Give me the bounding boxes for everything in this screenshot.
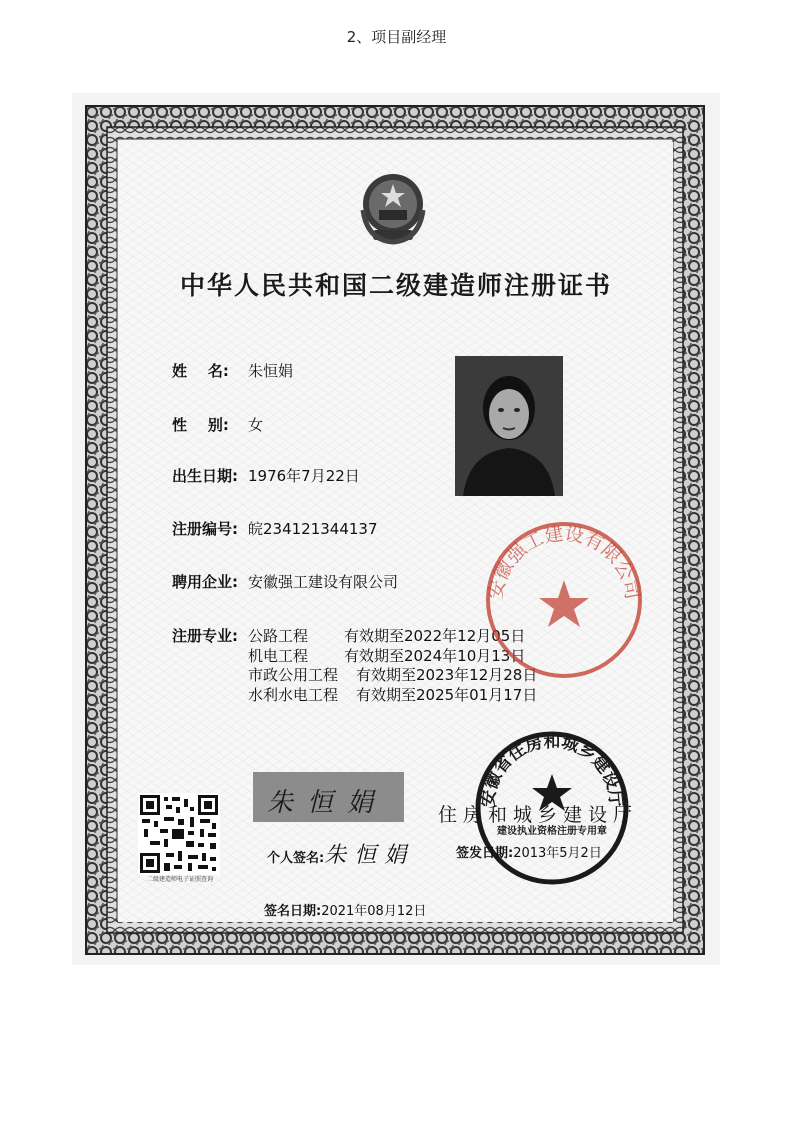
- employer-row: [172, 571, 398, 592]
- issue-date-row: [456, 842, 602, 861]
- birth-date-value: 1976年7月22日: [248, 467, 360, 485]
- name-row: [172, 360, 293, 381]
- birth-date-label: 出生日期:: [172, 467, 238, 485]
- specialty-name: 市政公用工程: [248, 666, 339, 684]
- gender-label: 性 别:: [172, 416, 229, 434]
- specialty-item: [248, 664, 538, 685]
- sign-date-row: [264, 900, 426, 919]
- name-label: 姓 名:: [172, 362, 229, 380]
- specialty-name: 公路工程: [248, 627, 309, 645]
- specialty-validity: 有效期至2025年01月17日: [356, 686, 538, 704]
- issue-date-label: 签发日期:: [456, 846, 514, 861]
- specialty-item: [248, 625, 526, 646]
- specialty-label: 注册专业:: [172, 627, 238, 645]
- svg-text:建设执业资格注册专用章: 建设执业资格注册专用章: [497, 826, 607, 837]
- specialty-validity: 有效期至2022年12月05日: [344, 627, 526, 645]
- personal-signature-label: 个人签名:: [267, 851, 325, 866]
- svg-text:安徽强工建设有限公司: 安徽强工建设有限公司: [484, 522, 644, 602]
- specialty-item: [248, 684, 538, 705]
- employer-value: 安徽强工建设有限公司: [248, 573, 399, 591]
- certificate-title: 中华人民共和国二级建造师注册证书: [179, 271, 612, 300]
- svg-text:安徽省住房和城乡建设厅: 安徽省住房和城乡建设厅: [478, 731, 626, 808]
- specialty-item: [248, 645, 526, 666]
- specialty-validity: 有效期至2023年12月28日: [356, 666, 538, 684]
- signature-box: [253, 772, 404, 822]
- specialty-validity: 有效期至2024年10月13日: [344, 647, 526, 665]
- specialty-name: 水利水电工程: [248, 686, 339, 704]
- sign-date-value: 2021年08月12日: [321, 904, 427, 919]
- employer-label: 聘用企业:: [172, 573, 238, 591]
- national-emblem-icon: [355, 170, 431, 248]
- registration-no-row: [172, 518, 378, 539]
- specialty-name: 机电工程: [248, 647, 309, 665]
- company-seal: [482, 518, 646, 682]
- issue-date-value: 2013年5月2日: [513, 846, 602, 861]
- registration-no-value: 皖234121344137: [248, 520, 378, 538]
- page-heading: 2、项目副经理: [346, 28, 447, 46]
- specialty-label-row: [172, 625, 238, 646]
- signature-box-text: 朱恒娟: [267, 788, 388, 818]
- birth-date-row: [172, 465, 360, 486]
- gender-row: [172, 414, 263, 435]
- qr-caption: 二级建造师电子证照查询: [146, 876, 213, 883]
- gender-value: 女: [248, 416, 264, 434]
- holder-photo: [455, 356, 563, 496]
- registration-no-label: 注册编号:: [172, 520, 238, 538]
- personal-signature-value: 朱恒娟: [324, 843, 415, 868]
- name-value: 朱恒娟: [248, 362, 294, 380]
- personal-signature-row: [267, 838, 414, 869]
- sign-date-label: 签名日期:: [264, 904, 322, 919]
- qr-code: [138, 793, 220, 875]
- issuing-authority: 住房和城乡建设厅: [438, 804, 639, 826]
